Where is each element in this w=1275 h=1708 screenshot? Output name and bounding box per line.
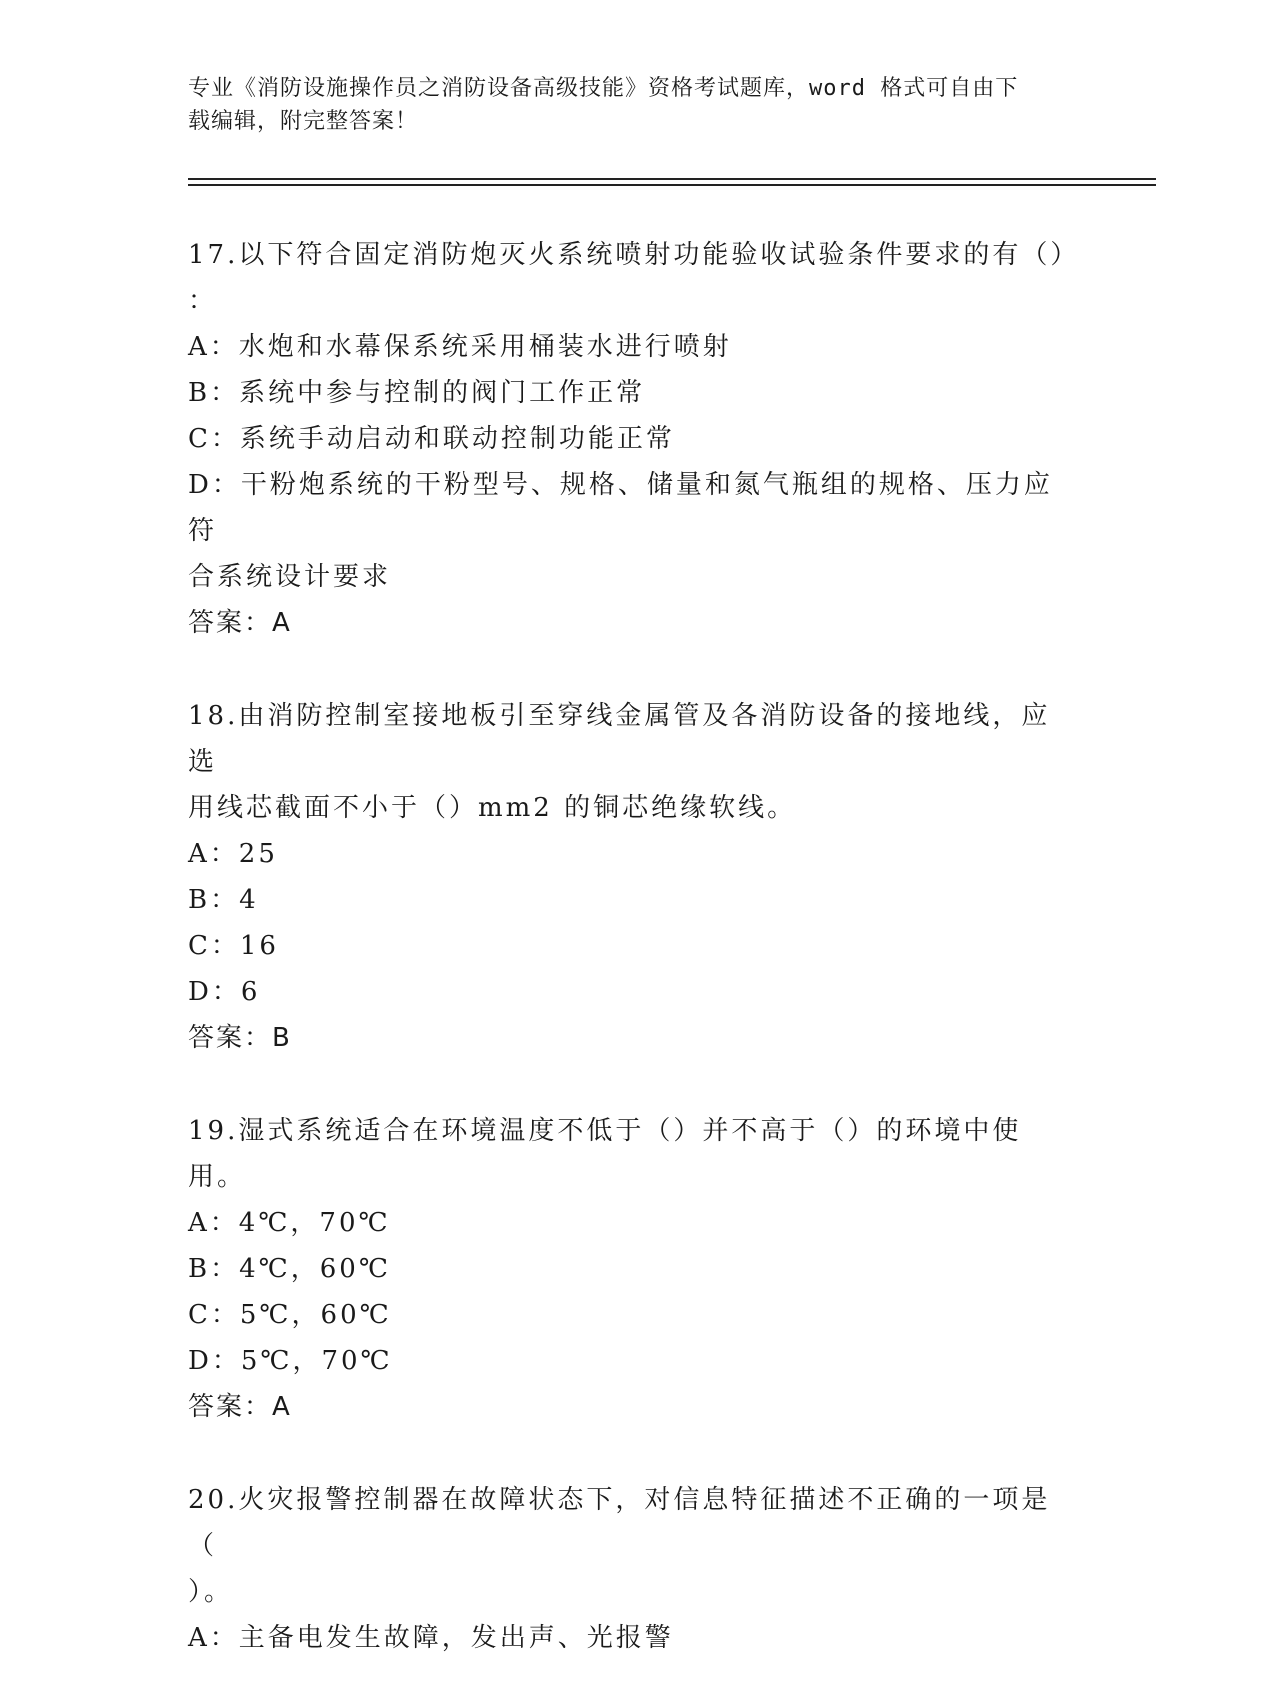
answer-label: 答案：A	[188, 608, 292, 638]
option-c: C：5℃，60℃	[188, 1300, 392, 1330]
question-text: 17.以下符合固定消防炮灭火系统喷射功能验收试验条件要求的有（）	[188, 240, 1080, 270]
option-a: A：主备电发生故障，发出声、光报警	[188, 1623, 674, 1653]
option-d: 合系统设计要求	[188, 562, 392, 592]
option-d: D：干粉炮系统的干粉型号、规格、储量和氮气瓶组的规格、压力应符	[188, 470, 1053, 546]
question-text: 20.火灾报警控制器在故障状态下，对信息特征描述不正确的一项是（	[188, 1485, 1051, 1561]
question-text: ：	[188, 286, 218, 316]
option-c: C：16	[188, 931, 279, 961]
question-20	[188, 1477, 1078, 1661]
option-d: D：6	[188, 977, 261, 1007]
question-18	[188, 693, 1078, 1061]
header-line-2: 载编辑，附完整答案！	[188, 109, 419, 134]
option-b: B：4℃，60℃	[188, 1254, 391, 1284]
header-divider-top	[188, 178, 1156, 180]
question-text: ）。	[188, 1577, 234, 1607]
question-list	[188, 232, 1078, 1708]
header-divider-bottom	[188, 184, 1156, 186]
option-c: C：系统手动启动和联动控制功能正常	[188, 424, 675, 454]
question-text: 19.湿式系统适合在环境温度不低于（）并不高于（）的环境中使用。	[188, 1116, 1022, 1192]
document-header	[188, 72, 1068, 138]
answer-label: 答案：B	[188, 1023, 292, 1053]
question-text: 用线芯截面不小于（）mm2 的铜芯绝缘软线。	[188, 793, 797, 823]
option-a: A：水炮和水幕保系统采用桶装水进行喷射	[188, 332, 732, 362]
option-b: B：4	[188, 885, 259, 915]
option-d: D：5℃，70℃	[188, 1346, 393, 1376]
option-a: A：4℃，70℃	[188, 1208, 391, 1238]
question-17	[188, 232, 1078, 646]
option-a: A：25	[188, 839, 278, 869]
option-b: B：系统中参与控制的阀门工作正常	[188, 378, 646, 408]
question-19	[188, 1108, 1078, 1430]
answer-label: 答案：A	[188, 1392, 292, 1422]
question-text: 18.由消防控制室接地板引至穿线金属管及各消防设备的接地线，应选	[188, 701, 1051, 777]
header-line-1: 专业《消防设施操作员之消防设备高级技能》资格考试题库，word 格式可自由下	[188, 76, 1019, 101]
